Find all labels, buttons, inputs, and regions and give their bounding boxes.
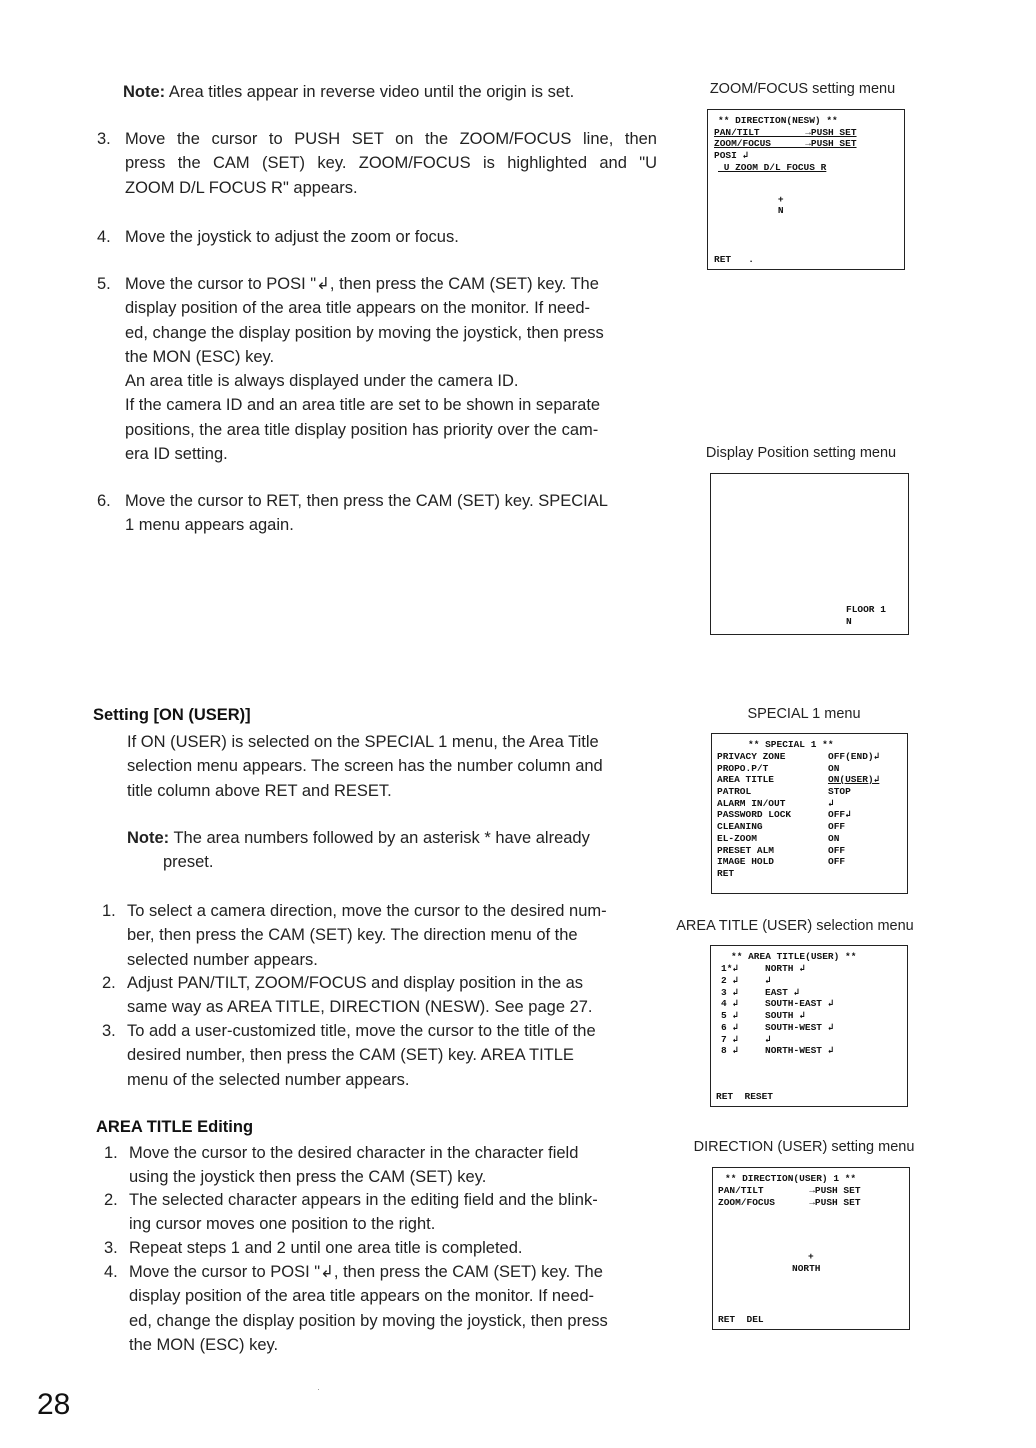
note-label: Note: (123, 83, 166, 101)
note-area-titles (123, 80, 574, 104)
menu-item-label: PROPO.P/T (717, 763, 769, 774)
step-line: Move the cursor to RET, then press the CAM (SET) key. SPECIAL (125, 492, 608, 510)
menu-footer: RET DEL (718, 1314, 764, 1325)
step-line: press the CAM (SET) key. ZOOM/FOCUS is highlighted and "U (125, 154, 657, 173)
step-line: Move the cursor to the desired character in the character field (129, 1144, 579, 1162)
step-number: 6. (97, 492, 111, 510)
menu-item-label: PRESET ALM (717, 845, 775, 856)
intro-line: selection menu appears. The screen has the number column and (127, 757, 603, 776)
step-line: To add a user-customized title, move the cursor to the title of the (127, 1022, 596, 1040)
area-number: 5 ↲ (721, 1010, 739, 1021)
area-number: 1*↲ (721, 963, 739, 974)
step-line: Repeat steps 1 and 2 until one area title is completed. (129, 1239, 523, 1257)
step-line: same way as AREA TITLE, DIRECTION (NESW). See page 27. (127, 998, 593, 1017)
menu-item-label: AREA TITLE (717, 774, 775, 785)
step-6-ret (97, 489, 657, 538)
menu-line-highlighted: ZOOM/FOCUS →PUSH SET (714, 138, 857, 149)
step-c-2 (104, 1188, 654, 1237)
step-4-joystick (97, 225, 657, 249)
step-line: selected number appears. (127, 950, 318, 969)
menu-item-label: PATROL (717, 786, 752, 797)
menu-title: ** DIRECTION(USER) 1 ** (725, 1173, 857, 1184)
center-cross: + (808, 1251, 814, 1262)
page-number: 28 (37, 1388, 71, 1421)
menu-footer: RET RESET (716, 1091, 774, 1102)
caption-special1: SPECIAL 1 menu (747, 706, 861, 722)
area-title: NORTH-WEST ↲ (765, 1045, 834, 1056)
area-title: ↲ (765, 1034, 771, 1045)
menu-item-label: EL-ZOOM (717, 833, 757, 844)
menu-item-value: OFF (828, 821, 846, 832)
step-number: 2. (102, 974, 116, 992)
note-text-cont: preset. (163, 853, 214, 872)
step-line: desired number, then press the CAM (SET) key. AREA TITLE (127, 1046, 574, 1065)
step-number: 2. (104, 1191, 118, 1209)
area-title: SOUTH-WEST ↲ (765, 1022, 834, 1033)
area-title: ↲ (765, 975, 771, 986)
menu-item-label: PRIVACY ZONE (717, 751, 786, 762)
step-line: An area title is always displayed under the camera ID. (125, 372, 519, 391)
step-number: 3. (102, 1022, 116, 1040)
step-line: ed, change the display position by moving the joystick, then press (125, 323, 604, 342)
menu-item-value: OFF(END)↲ (828, 751, 880, 762)
step-line: ed, change the display position by moving the joystick, then press (129, 1311, 608, 1330)
note-label: Note: (127, 829, 170, 847)
zoom-focus-menu-screen (707, 109, 905, 270)
menu-item-label: CLEANING (717, 821, 763, 832)
menu-item-label: PASSWORD LOCK (717, 809, 792, 820)
menu-item-value: STOP (828, 786, 851, 797)
menu-item-value: OFF (828, 856, 846, 867)
step-c-3 (104, 1236, 654, 1260)
special1-menu-screen (711, 733, 908, 894)
step-number: 4. (104, 1263, 118, 1281)
area-title: SOUTH ↲ (765, 1010, 805, 1021)
area-title-user-screen (710, 945, 908, 1107)
step-3-push-set (97, 127, 657, 200)
menu-item-label: ALARM IN/OUT (717, 798, 786, 809)
menu-item-value: ON (828, 763, 840, 774)
step-line: To select a camera direction, move the cursor to the desired num- (127, 902, 607, 920)
area-title: EAST ↲ (765, 987, 800, 998)
menu-item-label: IMAGE HOLD (717, 856, 775, 867)
step-line: Adjust PAN/TILT, ZOOM/FOCUS and display position in the as (127, 974, 584, 992)
area-title-floor: FLOOR 1 (846, 604, 886, 615)
menu-line: ZOOM/FOCUS →PUSH SET (718, 1197, 861, 1208)
step-5-posi (97, 272, 657, 466)
note-text: The area numbers followed by an asterisk * have already (173, 829, 590, 847)
menu-item-value: ↲ (828, 798, 834, 809)
step-b-3 (102, 1019, 652, 1092)
area-title-direction: N (846, 616, 852, 627)
caption-area-title-user: AREA TITLE (USER) selection menu (676, 918, 914, 934)
direction-title: NORTH (792, 1263, 821, 1274)
step-c-4 (104, 1260, 654, 1357)
step-line: Move the cursor to POSI "↲, then press the CAM (SET) key. The (129, 1263, 603, 1281)
menu-item-label: RET (717, 868, 735, 879)
menu-line: U ZOOM D/L FOCUS R (718, 162, 827, 173)
menu-line: + (738, 194, 784, 205)
caption-zoom-focus: ZOOM/FOCUS setting menu (709, 81, 896, 97)
menu-line: PAN/TILT →PUSH SET (718, 1185, 861, 1196)
intro-line: If ON (USER) is selected on the SPECIAL 1 menu, the Area Title (127, 733, 599, 751)
menu-line: PAN/TILT →PUSH SET (714, 127, 857, 138)
step-line: ing cursor moves one position to the right. (129, 1215, 436, 1234)
area-number: 2 ↲ (721, 975, 739, 986)
step-line: using the joystick then press the CAM (SET) key. (129, 1168, 487, 1187)
scan-speck (318, 1389, 319, 1390)
display-position-screen (710, 473, 909, 635)
caption-display-position: Display Position setting menu (705, 445, 897, 461)
area-number: 7 ↲ (721, 1034, 739, 1045)
step-line: the MON (ESC) key. (125, 347, 275, 366)
step-line: Move the cursor to POSI "↲, then press the CAM (SET) key. The (125, 275, 599, 293)
step-line: ber, then press the CAM (SET) key. The direction menu of the (127, 926, 578, 945)
menu-item-value: OFF↲ (828, 809, 851, 820)
step-number: 3. (97, 130, 111, 148)
step-c-1 (104, 1141, 654, 1190)
menu-item-value: ON(USER)↲ (828, 774, 880, 785)
step-line: display position of the area title appears on the monitor. If need- (129, 1287, 595, 1306)
step-line: If the camera ID and an area title are set to be shown in separate (125, 396, 601, 415)
area-number: 3 ↲ (721, 987, 739, 998)
step-line: Move the cursor to PUSH SET on the ZOOM/FOCUS line, then (125, 130, 657, 148)
menu-item-value: ON (828, 833, 840, 844)
area-number: 6 ↲ (721, 1022, 739, 1033)
step-number: 5. (97, 275, 111, 293)
intro-line: title column above RET and RESET. (127, 781, 392, 800)
area-title: SOUTH-EAST ↲ (765, 998, 834, 1009)
step-line: Move the joystick to adjust the zoom or focus. (125, 228, 459, 246)
setting-intro (127, 730, 652, 803)
step-line: positions, the area title display position has priority over the cam- (125, 420, 599, 439)
step-line: display position of the area title appears on the monitor. If need- (125, 299, 591, 318)
step-line: ZOOM D/L FOCUS R" appears. (125, 178, 358, 197)
menu-title: ** SPECIAL 1 ** (748, 739, 834, 750)
step-b-2 (102, 971, 652, 1020)
area-number: 8 ↲ (721, 1045, 739, 1056)
step-line: the MON (ESC) key. (129, 1335, 279, 1354)
direction-user-screen (712, 1167, 910, 1330)
step-line: The selected character appears in the editing field and the blink- (129, 1191, 598, 1209)
area-number: 4 ↲ (721, 998, 739, 1009)
step-line: menu of the selected number appears. (127, 1070, 410, 1089)
note-asterisk (127, 826, 652, 875)
section-heading-setting-on-user: Setting [ON (USER)] (93, 706, 251, 724)
menu-item-value: OFF (828, 845, 846, 856)
step-line: 1 menu appears again. (125, 516, 294, 535)
step-number: 1. (104, 1144, 118, 1162)
caption-direction-user: DIRECTION (USER) setting menu (693, 1139, 915, 1155)
menu-line: POSI ↲ (714, 150, 749, 161)
menu-line: ** DIRECTION(NESW) ** (718, 115, 838, 126)
note-text: Area titles appear in reverse video until the origin is set. (168, 83, 575, 101)
step-b-1 (102, 899, 652, 972)
area-title: NORTH ↲ (765, 963, 805, 974)
step-line: era ID setting. (125, 445, 228, 464)
step-number: 3. (104, 1239, 118, 1257)
step-number: 1. (102, 902, 116, 920)
menu-footer: RET . (714, 254, 754, 265)
menu-title: ** AREA TITLE(USER) ** (731, 951, 857, 962)
step-number: 4. (97, 228, 111, 246)
menu-line: N (738, 205, 784, 216)
section-heading-area-title-editing: AREA TITLE Editing (96, 1118, 254, 1136)
